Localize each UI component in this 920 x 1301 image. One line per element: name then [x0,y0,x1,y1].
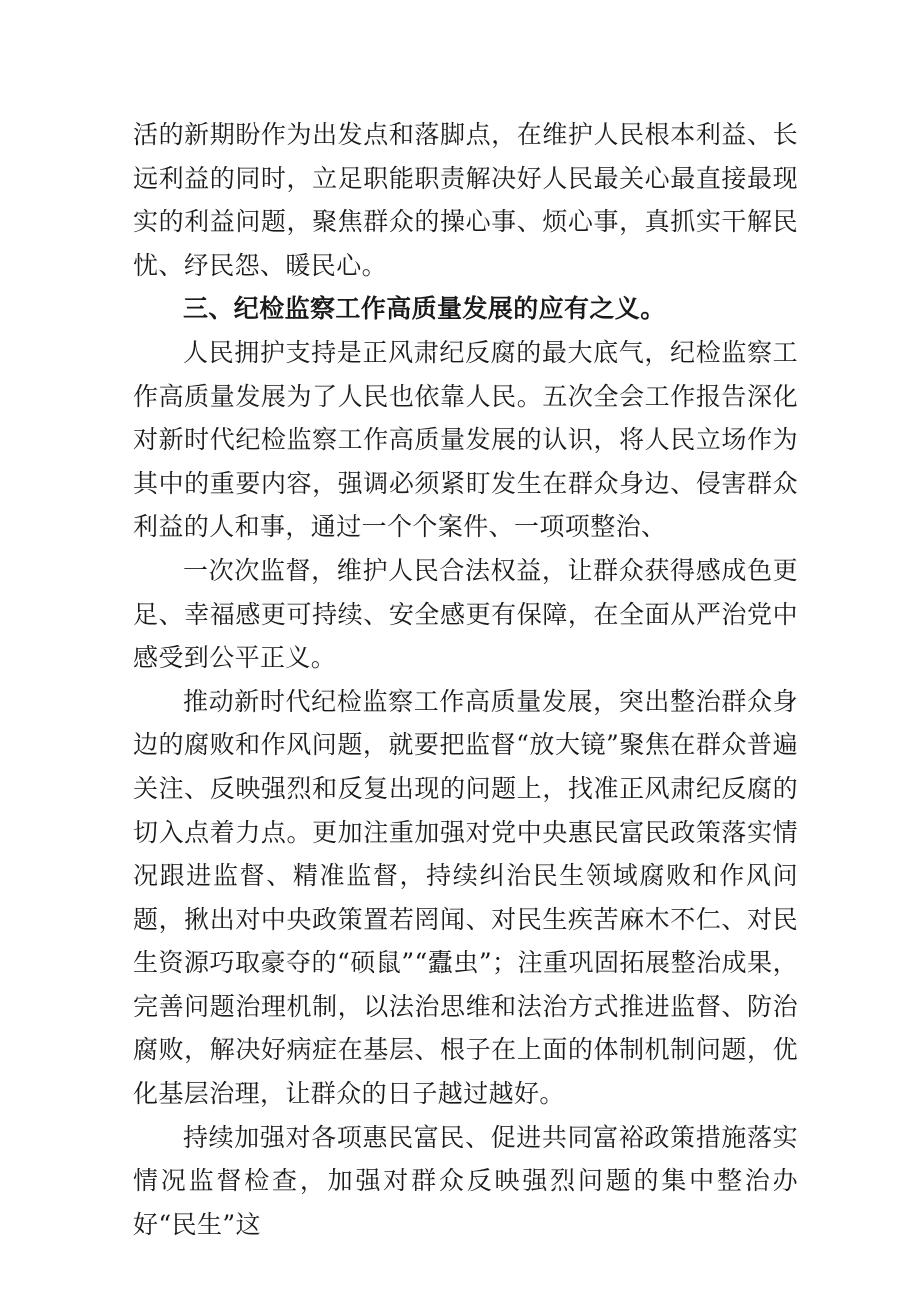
paragraph-continuation: 活的新期盼作为出发点和落脚点，在维护人民根本利益、长远利益的同时，立足职能职责解决好人民最关心最直接最现实的利益问题，聚焦群众的操心事、烦心事，真抓实干解民忧、纾民怨、暖民心。 [133,120,798,280]
document-body [133,113,798,1246]
paragraph: 持续加强对各项惠民富民、促进共同富裕政策措施落实情况监督检查，加强对群众反映强烈问题的集中整治办好“民生”这 [133,1122,798,1239]
section-heading: 三、纪检监察工作高质量发展的应有之义。 [183,294,666,324]
paragraph: 人民拥护支持是正风肃纪反腐的最大底气，纪检监察工作高质量发展为了人民也依靠人民。五次全会工作报告深化对新时代纪检监察工作高质量发展的认识，将人民立场作为其中的重要内容，强调必须紧盯发生在群众身边、侵害群众利益的人和事，通过一个个案件、一项项整治、 [133,337,798,542]
paragraph: 推动新时代纪检监察工作高质量发展，突出整治群众身边的腐败和作风问题，就要把监督“放大镜”聚焦在群众普遍关注、反映强烈和反复出现的问题上，找准正风肃纪反腐的切入点着力点。更加注重加强对党中央惠民富民政策落实情况跟进监督、精准监督，持续纠治民生领域腐败和作风问题，揪出对中央政策置若罔闻、对民生疾苦麻木不仁、对民生资源巧取豪夺的“硕鼠”“蠹虫”；注重巩固拓展整治成果，完善问题治理机制，以法治思维和法治方式推进监督、防治腐败，解决好病症在基层、根子在上面的体制机制问题，优化基层治理，让群众的日子越过越好。 [133,686,798,1109]
paragraph: 一次次监督，维护人民合法权益，让群众获得感成色更足、幸福感更可持续、安全感更有保障，在全面从严治党中感受到公平正义。 [133,555,798,673]
